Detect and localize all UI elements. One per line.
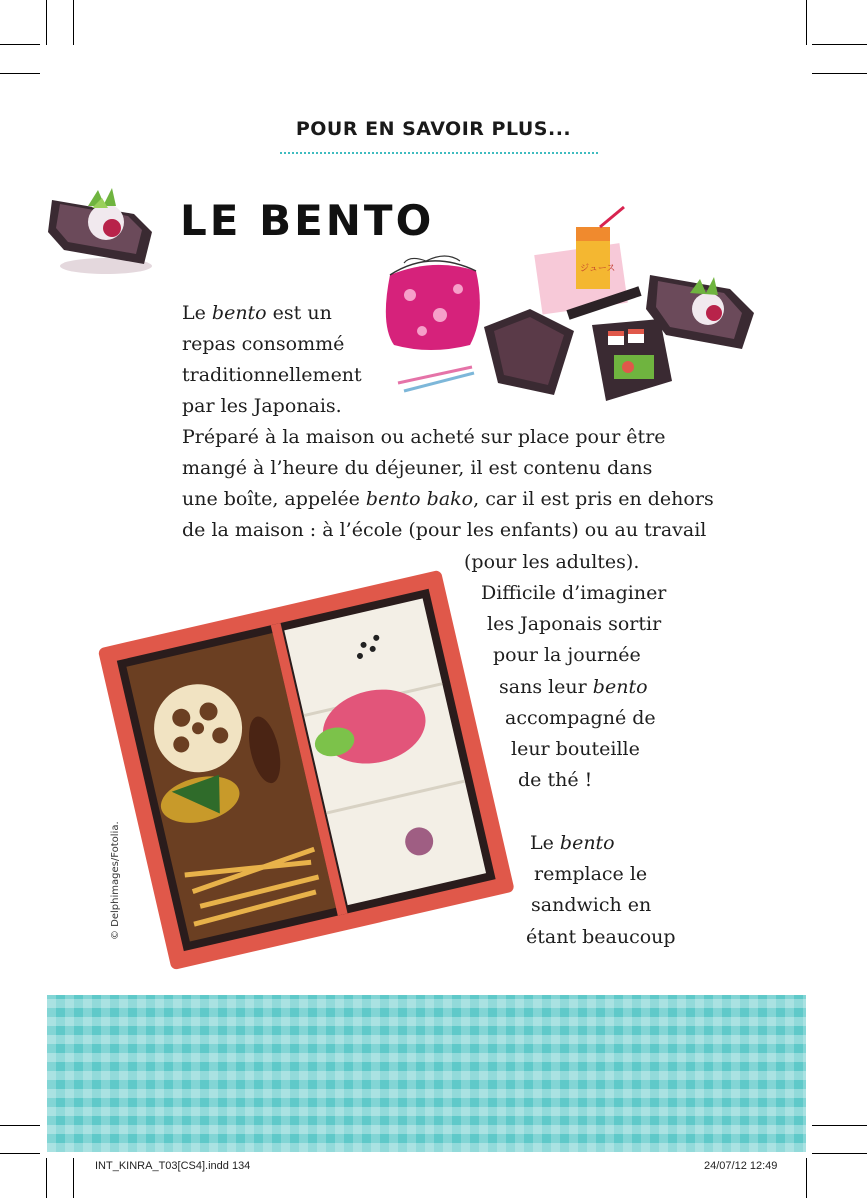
paragraph-intro: Le bento est un repas consommé traditionnellement par les Japonais.: [182, 302, 362, 417]
rubric-dotted-rule: [280, 152, 598, 154]
slug-datetime: 24/07/12 12:49: [704, 1160, 778, 1172]
gingham-footer-band: [47, 995, 806, 1152]
bento-illustration: [370, 205, 760, 415]
photo-credit: © Delphimages/Fotolia.: [110, 821, 121, 940]
bento-box-icon: [46, 178, 158, 278]
article-title: LE BENTO: [180, 196, 435, 245]
section-rubric: POUR EN SAVOIR PLUS...: [295, 118, 572, 140]
sushi-box-icon: [592, 319, 672, 401]
furoshiki-pouch-icon: [386, 256, 480, 350]
svg-text:ジュース: ジュース: [580, 264, 616, 274]
slug-file-info: INT_KINRA_T03[CS4].indd 134: [95, 1160, 251, 1172]
bento-photo: [100, 565, 512, 973]
bento-lid-icon: [484, 309, 574, 395]
chopsticks-icon: [398, 367, 474, 391]
